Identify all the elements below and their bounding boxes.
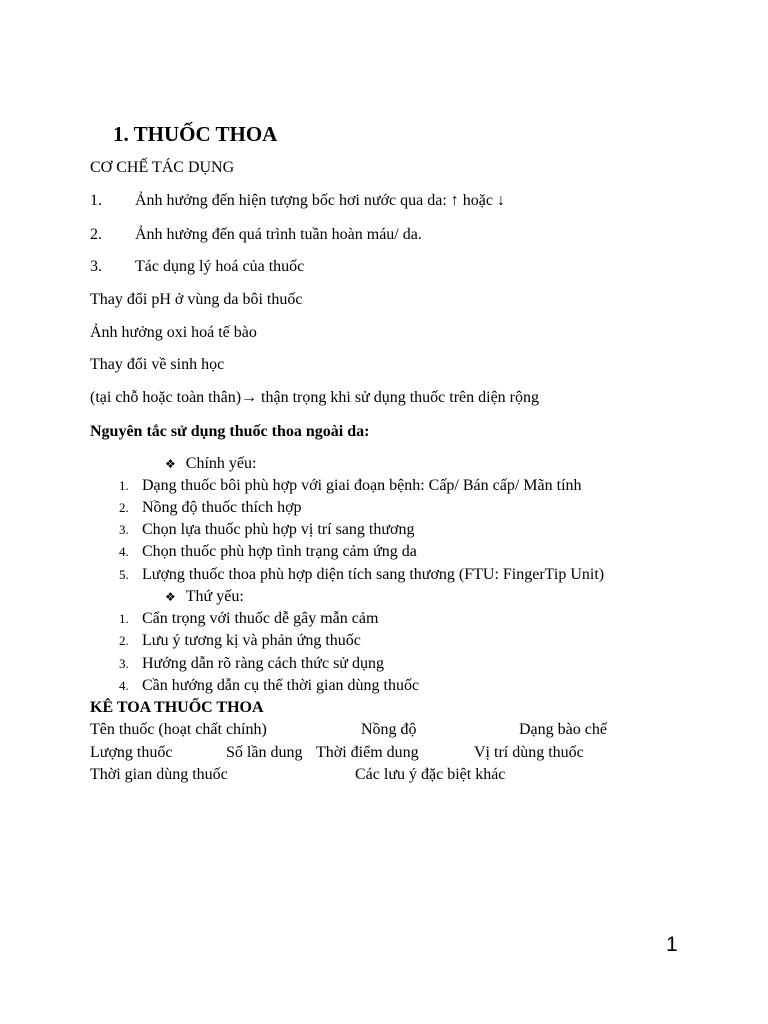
item-number: 1. [119,478,129,493]
item-number: 5. [119,567,129,582]
mechanism-title: CƠ CHẾ TÁC DỤNG [90,159,235,176]
field-label: Tên thuốc (hoạt chất chính) [90,721,267,738]
prescription-title: KÊ TOA THUỐC THOA [90,699,264,716]
field-label: Thời điểm dung [316,744,419,761]
effect-line: Thay đổi về sinh học [90,356,225,373]
item-text: Tác dụng lý hoá của thuốc [135,258,305,275]
field-label: Lượng thuốc [90,744,173,761]
section-heading: 1. THUỐC THOA [113,122,278,146]
item-text: Ảnh hưởng đến quá trình tuần hoàn máu/ da. [135,226,422,243]
item-text: Lượng thuốc thoa phù hợp diện tích sang thương (FTU: FingerTip Unit) [142,566,605,583]
secondary-label: Thứ yếu: [185,588,244,605]
item-text: Cẩn trọng với thuốc dễ gây mẫn cảm [142,610,379,627]
field-label: Dạng bào chế [519,721,607,738]
effect-line: Ảnh hưởng oxi hoá tế bào [90,324,257,341]
effect-line: Thay đổi pH ở vùng da bôi thuốc [90,291,303,308]
item-text: Ảnh hưởng đến hiện tượng bốc hơi nước qua da: ↑ hoặc ↓ [135,192,506,209]
field-label: Các lưu ý đặc biệt khác [355,766,506,783]
item-number: 3. [90,258,102,275]
item-number: 4. [119,678,129,693]
item-number: 3. [119,656,129,671]
effect-line: (tại chỗ hoặc toàn thân)→ thận trọng khi sử dụng thuốc trên diện rộng [90,389,540,406]
field-label: Nồng độ [361,721,417,738]
field-label: Số lần dung [226,744,303,761]
main-bullet [165,454,256,474]
item-text: Lưu ý tương kị và phản ứng thuốc [142,632,361,649]
item-number: 2. [90,226,102,243]
secondary-bullet [165,587,244,607]
field-label: Vị trí dùng thuốc [474,744,584,761]
diamond-bullet-icon: ❖ [165,590,176,604]
item-text: Chọn lựa thuốc phù hợp vị trí sang thương [142,521,415,538]
diamond-bullet-icon: ❖ [165,457,176,471]
field-label: Thời gian dùng thuốc [90,766,228,783]
item-number: 1. [119,611,129,626]
item-text: Chọn thuốc phù hợp tình trạng cảm ứng da [142,543,417,560]
item-text: Hướng dẫn rõ ràng cách thức sử dụng [142,655,384,672]
item-text: Cần hướng dẫn cụ thể thời gian dùng thuốc [142,677,420,694]
item-number: 1. [90,192,102,209]
item-number: 2. [119,500,129,515]
item-number: 2. [119,633,129,648]
page-number: 1 [666,933,678,956]
item-number: 4. [119,544,129,559]
item-text: Nồng độ thuốc thích hợp [142,499,302,516]
principles-title: Nguyên tắc sử dụng thuốc thoa ngoài da: [90,423,370,440]
main-label: Chính yếu: [185,455,257,472]
item-text: Dạng thuốc bôi phù hợp với giai đoạn bệnh: Cấp/ Bán cấp/ Mãn tính [142,477,582,494]
item-number: 3. [119,522,129,537]
